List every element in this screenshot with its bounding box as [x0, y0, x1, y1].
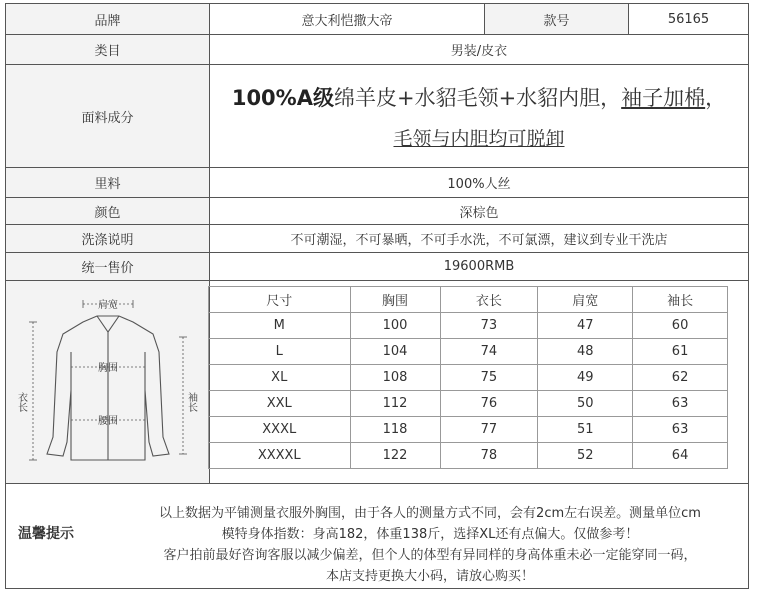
- fabric-label: 面料成分: [6, 65, 210, 167]
- care-row: [6, 225, 748, 253]
- color-value: 深棕色: [459, 205, 499, 221]
- price-label: 统一售价: [6, 253, 210, 280]
- size-table-cell: 64: [633, 443, 728, 469]
- category-row: [6, 35, 748, 65]
- size-table-row: [209, 313, 728, 339]
- model-label: 款号: [485, 4, 629, 34]
- chest-label: 胸围: [97, 363, 118, 374]
- shoulder-label: 肩宽: [97, 300, 118, 311]
- size-table-cell: 51: [538, 417, 633, 443]
- size-table-cell: 76: [440, 391, 538, 417]
- size-table-cell: 61: [633, 339, 728, 365]
- size-table-cell: 118: [350, 417, 440, 443]
- size-table-header-row: [209, 287, 728, 313]
- fabric-grade: 100%A级: [231, 85, 334, 110]
- tips-line: 模特身体指数：身高182，体重138斤，选择XL还有点偏大。仅做参考！: [221, 527, 639, 542]
- size-table: [208, 286, 728, 469]
- brand-value: 意大利恺撒大帝: [210, 4, 485, 34]
- fabric-row: [6, 65, 748, 168]
- lining-label: 里料: [6, 168, 210, 197]
- tips-line: 以上数据为平铺测量衣服外胸围，由于各人的测量方式不同，会有2cm左右误差。测量单位cm: [159, 506, 701, 521]
- size-table-cell: XXXL: [209, 417, 351, 443]
- size-table-header-cell: 胸围: [350, 287, 440, 313]
- size-table-cell: 75: [440, 365, 538, 391]
- jacket-measurement-diagram: [13, 292, 203, 472]
- size-table-cell: 100: [350, 313, 440, 339]
- fabric-line-2: 毛领与内胆均可脱卸: [393, 127, 565, 150]
- size-table-row: [209, 339, 728, 365]
- measurement-diagram-cell: [6, 281, 210, 483]
- size-table-cell: 62: [633, 365, 728, 391]
- size-table-header-cell: 衣长: [440, 287, 538, 313]
- brand-label: 品牌: [6, 4, 210, 34]
- size-table-cell: 49: [538, 365, 633, 391]
- category-value: 男装/皮衣: [450, 44, 508, 59]
- tips-title: 温馨提示: [18, 526, 74, 542]
- size-table-cell: 73: [440, 313, 538, 339]
- fabric-materials: 绵羊皮+水貂毛领+水貂内胆，: [333, 85, 622, 110]
- size-table-cell: 60: [633, 313, 728, 339]
- size-table-cell: 122: [350, 443, 440, 469]
- size-table-cell: 112: [350, 391, 440, 417]
- care-label: 洗涤说明: [6, 225, 210, 252]
- size-table-cell: 108: [350, 365, 440, 391]
- length-label: 衣长: [15, 392, 26, 412]
- size-table-cell: L: [209, 339, 351, 365]
- size-table-row: [209, 443, 728, 469]
- color-label: 颜色: [6, 198, 210, 224]
- fabric-comma: ，: [705, 85, 727, 110]
- size-table-cell: 47: [538, 313, 633, 339]
- tips-text: [130, 503, 730, 587]
- size-table-row: [209, 417, 728, 443]
- brand-row: [6, 4, 748, 35]
- model-value: 56165: [667, 11, 710, 27]
- size-table-cell: XL: [209, 365, 351, 391]
- lining-row: [6, 168, 748, 198]
- fabric-line-1: [232, 82, 726, 112]
- color-row: [6, 198, 748, 225]
- price-value: 19600RMB: [443, 259, 515, 274]
- size-table-row: [209, 391, 728, 417]
- size-table-header-cell: 袖长: [633, 287, 728, 313]
- size-table-row: [209, 365, 728, 391]
- size-table-cell: 63: [633, 391, 728, 417]
- tips-line: 本店支持更换大小码，请放心购买！: [325, 569, 534, 584]
- size-table-cell: XXL: [209, 391, 351, 417]
- size-table-cell: 104: [350, 339, 440, 365]
- size-table-header-cell: 尺寸: [209, 287, 351, 313]
- tips-line: 客户拍前最好咨询客服以减少偏差，但个人的体型有异同样的身高体重未必一定能穿同一码，: [163, 548, 697, 563]
- lining-value: 100%人丝: [447, 177, 511, 192]
- size-table-cell: 50: [538, 391, 633, 417]
- category-label: 类目: [6, 35, 210, 64]
- size-table-cell: 78: [440, 443, 538, 469]
- size-table-cell: M: [209, 313, 351, 339]
- fabric-sleeve-note: 袖子加棉: [621, 85, 706, 110]
- size-table-cell: 48: [538, 339, 633, 365]
- size-table-cell: 52: [538, 443, 633, 469]
- price-row: [6, 253, 748, 281]
- sleeve-label: 袖长: [185, 392, 196, 412]
- care-value: 不可潮湿，不可暴晒，不可手水洗，不可氯漂，建议到专业干洗店: [290, 233, 668, 248]
- size-table-cell: 74: [440, 339, 538, 365]
- size-table-cell: XXXXL: [209, 443, 351, 469]
- size-table-cell: 77: [440, 417, 538, 443]
- size-table-header-cell: 肩宽: [538, 287, 633, 313]
- size-table-cell: 63: [633, 417, 728, 443]
- fabric-value: [210, 65, 748, 167]
- waist-label: 腰围: [97, 416, 118, 427]
